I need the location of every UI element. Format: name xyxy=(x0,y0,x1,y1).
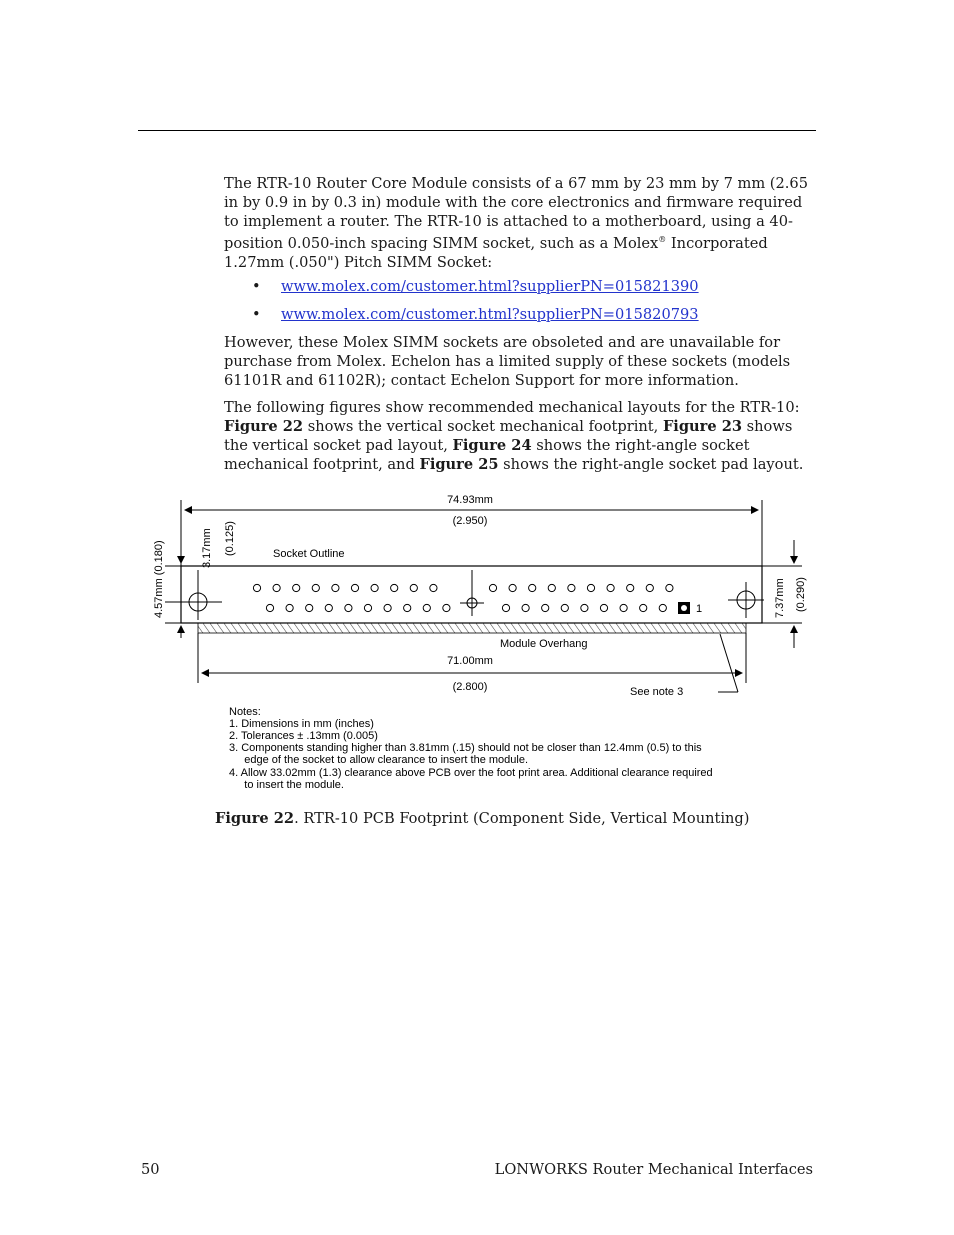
dim-top-mm: 74.93mm xyxy=(447,494,493,506)
dim-left-inner-in: (0.125) xyxy=(224,521,236,556)
intro-paragraph xyxy=(224,175,816,282)
left-mounting-hole xyxy=(180,584,222,620)
pin-pad xyxy=(502,604,509,611)
text-run: shows the right-angle socket pad layout. xyxy=(498,455,804,473)
pin-pad xyxy=(371,584,378,591)
pin-pad xyxy=(666,584,673,591)
figures-paragraph xyxy=(224,399,816,474)
figure-ref-22: Figure 22 xyxy=(224,418,304,436)
note-line: to insert the module. xyxy=(229,779,344,791)
pin-array xyxy=(253,584,673,611)
text-run: The following figures show recommended mechanical layouts for the RTR-10: xyxy=(224,399,800,417)
pin-pad xyxy=(542,604,549,611)
right-mounting-hole xyxy=(728,582,764,618)
pin-pad xyxy=(293,584,300,591)
dim-bottom-mm: 71.00mm xyxy=(447,655,493,667)
dim-bottom-in: (2.800) xyxy=(452,681,488,693)
pin-pad xyxy=(646,584,653,591)
center-key-mark xyxy=(460,570,484,616)
caption-label: Figure 22 xyxy=(215,810,295,827)
note-line: edge of the socket to allow clearance to insert the module. xyxy=(229,754,529,766)
pin-pad xyxy=(529,584,536,591)
bullet-dot: • xyxy=(252,306,261,323)
leader-line xyxy=(720,634,738,692)
pin-pad xyxy=(351,584,358,591)
pin-pad xyxy=(306,604,313,611)
pin-pad xyxy=(607,584,614,591)
pin-pad xyxy=(587,584,594,591)
pin-pad xyxy=(640,604,647,611)
figure-ref-23: Figure 23 xyxy=(662,418,743,436)
pin-pad xyxy=(443,604,450,611)
pin-pad xyxy=(273,584,280,591)
text-run: shows the vertical socket pad layout, xyxy=(224,418,793,454)
dim-right-in: (0.290) xyxy=(795,577,807,612)
pin-pad xyxy=(332,584,339,591)
pin-pad xyxy=(410,584,417,591)
text-run: shows the right-angle socket mechanical footprint, and xyxy=(224,436,750,473)
list-item xyxy=(252,278,812,306)
dim-right-mm: 7.37mm xyxy=(774,578,786,618)
intro-text: The RTR-10 Router Core Module consists of a 67 mm by 23 mm by 7 mm (2.65 in by 0.9 in by 0.3 in) module with the core electronics and firmware required to implement a router. The RTR-10 is attached to a motherboard, using a 40-position 0.050-inch spacing SIMM socket, such as a Molex xyxy=(224,175,808,253)
pin-pad xyxy=(600,604,607,611)
body-text xyxy=(224,334,816,484)
note-line: 2. Tolerances ± .13mm (0.005) xyxy=(229,730,378,742)
registered-mark: ® xyxy=(658,235,667,245)
caption-text: . RTR-10 PCB Footprint (Component Side, Vertical Mounting) xyxy=(294,810,750,827)
intro-text-end: Incorporated 1.27mm (.050") Pitch SIMM Socket: xyxy=(224,235,768,272)
pin-pad xyxy=(489,584,496,591)
pin-pad xyxy=(627,584,634,591)
pin-pad xyxy=(581,604,588,611)
label-module-overhang: Module Overhang xyxy=(500,638,588,650)
bullet-dot: • xyxy=(252,278,261,295)
pin-pad xyxy=(509,584,516,591)
link-list xyxy=(252,278,812,334)
pin-pad xyxy=(423,604,430,611)
note-line: 3. Components standing higher than 3.81mm (.15) should not be closer than 12.4mm (0.5) to this xyxy=(229,742,702,754)
molex-link-1[interactable]: www.molex.com/customer.html?supplierPN=015821390 xyxy=(281,278,699,295)
dim-top-in: (2.950) xyxy=(452,515,488,527)
figure-ref-24: Figure 24 xyxy=(452,436,532,454)
figure-caption xyxy=(215,810,749,827)
page-number: 50 xyxy=(141,1161,160,1178)
obsolete-paragraph: However, these Molex SIMM sockets are obsoleted and are unavailable for purchase from Molex. Echelon has a limited supply of these sockets (models 61101R and 61102R); contact Echelon Support for more information. xyxy=(224,334,791,389)
text-run: shows the vertical socket mechanical footprint, xyxy=(303,418,663,436)
pin-pad xyxy=(548,584,555,591)
pin-pad xyxy=(620,604,627,611)
label-see-note: See note 3 xyxy=(630,686,684,698)
pin-pad xyxy=(286,604,293,611)
module-overhang-hatch xyxy=(198,623,746,633)
pin-pad xyxy=(391,584,398,591)
header-rule xyxy=(138,130,816,131)
note-line: 1. Dimensions in mm (inches) xyxy=(229,718,374,730)
molex-link-2[interactable]: www.molex.com/customer.html?supplierPN=015820793 xyxy=(281,306,699,323)
pin-pad xyxy=(253,584,260,591)
notes-title: Notes: xyxy=(229,706,261,718)
pin-pad xyxy=(364,604,371,611)
pcb-footprint-figure xyxy=(150,488,810,798)
figure-ref-25: Figure 25 xyxy=(419,455,499,473)
pin-pad xyxy=(430,584,437,591)
dim-left-outer: 4.57mm (0.180) xyxy=(153,540,165,618)
note-line: 4. Allow 33.02mm (1.3) clearance above PCB over the foot print area. Additional clearance required xyxy=(229,767,713,779)
pin-1-pad xyxy=(681,605,687,611)
pin-pad xyxy=(312,584,319,591)
pin-pad xyxy=(568,584,575,591)
pin-pad xyxy=(266,604,273,611)
dim-left-inner-mm: 3.17mm xyxy=(201,528,213,568)
footprint-drawing xyxy=(150,488,810,798)
footer-section-title: LONWORKS Router Mechanical Interfaces xyxy=(494,1161,813,1178)
pin-pad xyxy=(404,604,411,611)
pin-pad xyxy=(325,604,332,611)
pin-pad xyxy=(561,604,568,611)
list-item xyxy=(252,306,812,334)
pin-pad xyxy=(345,604,352,611)
pin-pad xyxy=(659,604,666,611)
pin-pad xyxy=(384,604,391,611)
label-socket-outline: Socket Outline xyxy=(273,548,345,560)
pin-pad xyxy=(522,604,529,611)
label-pin-1: 1 xyxy=(696,603,703,615)
